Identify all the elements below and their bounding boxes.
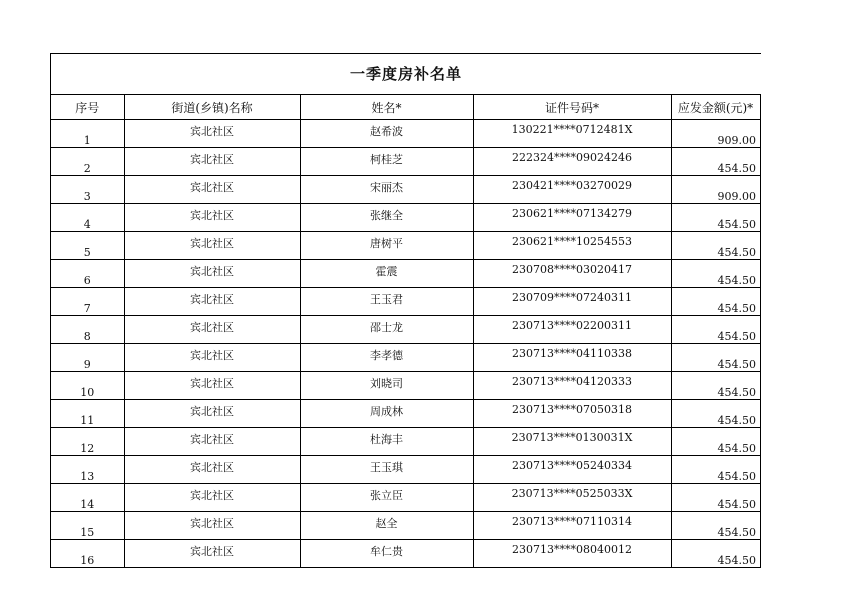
cell-id: 230713****02200311	[473, 316, 671, 344]
cell-id: 230708****03020417	[473, 260, 671, 288]
table-body	[51, 120, 760, 568]
cell-street: 宾北社区	[124, 176, 300, 204]
cell-street: 宾北社区	[124, 120, 300, 148]
amount-value: 454.50	[717, 386, 756, 399]
cell-seq: 2	[51, 148, 124, 176]
table-row	[51, 344, 760, 372]
cell-seq: 1	[51, 120, 124, 148]
cell-id: 230621****07134279	[473, 204, 671, 232]
cell-seq: 3	[51, 176, 124, 204]
cell-amount	[671, 540, 760, 568]
cell-street: 宾北社区	[124, 428, 300, 456]
cell-seq: 15	[51, 512, 124, 540]
table-row	[51, 428, 760, 456]
amount-value: 454.50	[717, 414, 756, 427]
amount-value: 454.50	[717, 274, 756, 287]
col-header-amount: 应发金额(元)*	[671, 95, 760, 120]
cell-street: 宾北社区	[124, 288, 300, 316]
amount-value: 454.50	[717, 358, 756, 371]
cell-id: 230713****0130031X	[473, 428, 671, 456]
cell-name: 刘晓司	[300, 372, 473, 400]
cell-seq: 4	[51, 204, 124, 232]
cell-id: 230713****05240334	[473, 456, 671, 484]
table-row	[51, 484, 760, 512]
table-row	[51, 456, 760, 484]
cell-street: 宾北社区	[124, 372, 300, 400]
cell-amount	[671, 176, 760, 204]
amount-value: 454.50	[717, 302, 756, 315]
table-row	[51, 204, 760, 232]
cell-amount	[671, 484, 760, 512]
cell-id: 230621****10254553	[473, 232, 671, 260]
cell-name: 赵希波	[300, 120, 473, 148]
table-row	[51, 232, 760, 260]
cell-amount	[671, 428, 760, 456]
col-header-id: 证件号码*	[473, 95, 671, 120]
table-row	[51, 288, 760, 316]
amount-value: 454.50	[717, 554, 756, 567]
table-row	[51, 120, 760, 148]
cell-amount	[671, 288, 760, 316]
amount-value: 454.50	[717, 162, 756, 175]
table-row	[51, 316, 760, 344]
cell-amount	[671, 148, 760, 176]
cell-id: 230713****07110314	[473, 512, 671, 540]
cell-amount	[671, 344, 760, 372]
cell-amount	[671, 316, 760, 344]
cell-name: 李孝德	[300, 344, 473, 372]
cell-amount	[671, 260, 760, 288]
cell-seq: 10	[51, 372, 124, 400]
amount-value: 454.50	[717, 498, 756, 511]
cell-street: 宾北社区	[124, 316, 300, 344]
cell-street: 宾北社区	[124, 484, 300, 512]
cell-seq: 16	[51, 540, 124, 568]
table-row	[51, 540, 760, 568]
cell-name: 唐树平	[300, 232, 473, 260]
cell-name: 王玉琪	[300, 456, 473, 484]
table-row	[51, 148, 760, 176]
cell-seq: 7	[51, 288, 124, 316]
amount-value: 454.50	[717, 330, 756, 343]
cell-id: 230713****04110338	[473, 344, 671, 372]
table-row	[51, 512, 760, 540]
cell-street: 宾北社区	[124, 260, 300, 288]
cell-seq: 13	[51, 456, 124, 484]
cell-id: 130221****0712481X	[473, 120, 671, 148]
table-row	[51, 400, 760, 428]
cell-amount	[671, 456, 760, 484]
amount-value: 454.50	[717, 218, 756, 231]
table-row	[51, 176, 760, 204]
cell-street: 宾北社区	[124, 456, 300, 484]
cell-seq: 14	[51, 484, 124, 512]
cell-id: 230713****0525033X	[473, 484, 671, 512]
amount-value: 454.50	[717, 246, 756, 259]
cell-name: 霍震	[300, 260, 473, 288]
amount-value: 454.50	[717, 470, 756, 483]
cell-name: 柯桂芝	[300, 148, 473, 176]
cell-amount	[671, 232, 760, 260]
col-header-name: 姓名*	[300, 95, 473, 120]
cell-seq: 6	[51, 260, 124, 288]
cell-street: 宾北社区	[124, 512, 300, 540]
cell-amount	[671, 512, 760, 540]
cell-name: 牟仁贵	[300, 540, 473, 568]
amount-value: 454.50	[717, 442, 756, 455]
sheet-title: 一季度房补名单	[51, 54, 761, 95]
cell-street: 宾北社区	[124, 344, 300, 372]
cell-street: 宾北社区	[124, 204, 300, 232]
cell-name: 王玉君	[300, 288, 473, 316]
cell-street: 宾北社区	[124, 232, 300, 260]
table-row	[51, 260, 760, 288]
cell-seq: 8	[51, 316, 124, 344]
cell-amount	[671, 372, 760, 400]
cell-name: 赵全	[300, 512, 473, 540]
cell-amount	[671, 120, 760, 148]
cell-name: 张立臣	[300, 484, 473, 512]
cell-seq: 9	[51, 344, 124, 372]
header-row	[51, 95, 760, 120]
cell-name: 宋丽杰	[300, 176, 473, 204]
cell-id: 230713****07050318	[473, 400, 671, 428]
cell-id: 230709****07240311	[473, 288, 671, 316]
cell-name: 周成林	[300, 400, 473, 428]
subsidy-sheet	[50, 53, 761, 568]
cell-id: 230421****03270029	[473, 176, 671, 204]
cell-amount	[671, 204, 760, 232]
cell-name: 邵士龙	[300, 316, 473, 344]
cell-amount	[671, 400, 760, 428]
cell-street: 宾北社区	[124, 540, 300, 568]
cell-name: 张继全	[300, 204, 473, 232]
subsidy-table	[51, 95, 761, 568]
amount-value: 454.50	[717, 526, 756, 539]
col-header-street: 街道(乡镇)名称	[124, 95, 300, 120]
amount-value: 909.00	[717, 134, 756, 147]
cell-seq: 5	[51, 232, 124, 260]
cell-street: 宾北社区	[124, 400, 300, 428]
cell-seq: 11	[51, 400, 124, 428]
cell-seq: 12	[51, 428, 124, 456]
amount-value: 909.00	[717, 190, 756, 203]
cell-name: 杜海丰	[300, 428, 473, 456]
table-row	[51, 372, 760, 400]
cell-street: 宾北社区	[124, 148, 300, 176]
cell-id: 230713****08040012	[473, 540, 671, 568]
cell-id: 222324****09024246	[473, 148, 671, 176]
cell-id: 230713****04120333	[473, 372, 671, 400]
col-header-seq: 序号	[51, 95, 124, 120]
